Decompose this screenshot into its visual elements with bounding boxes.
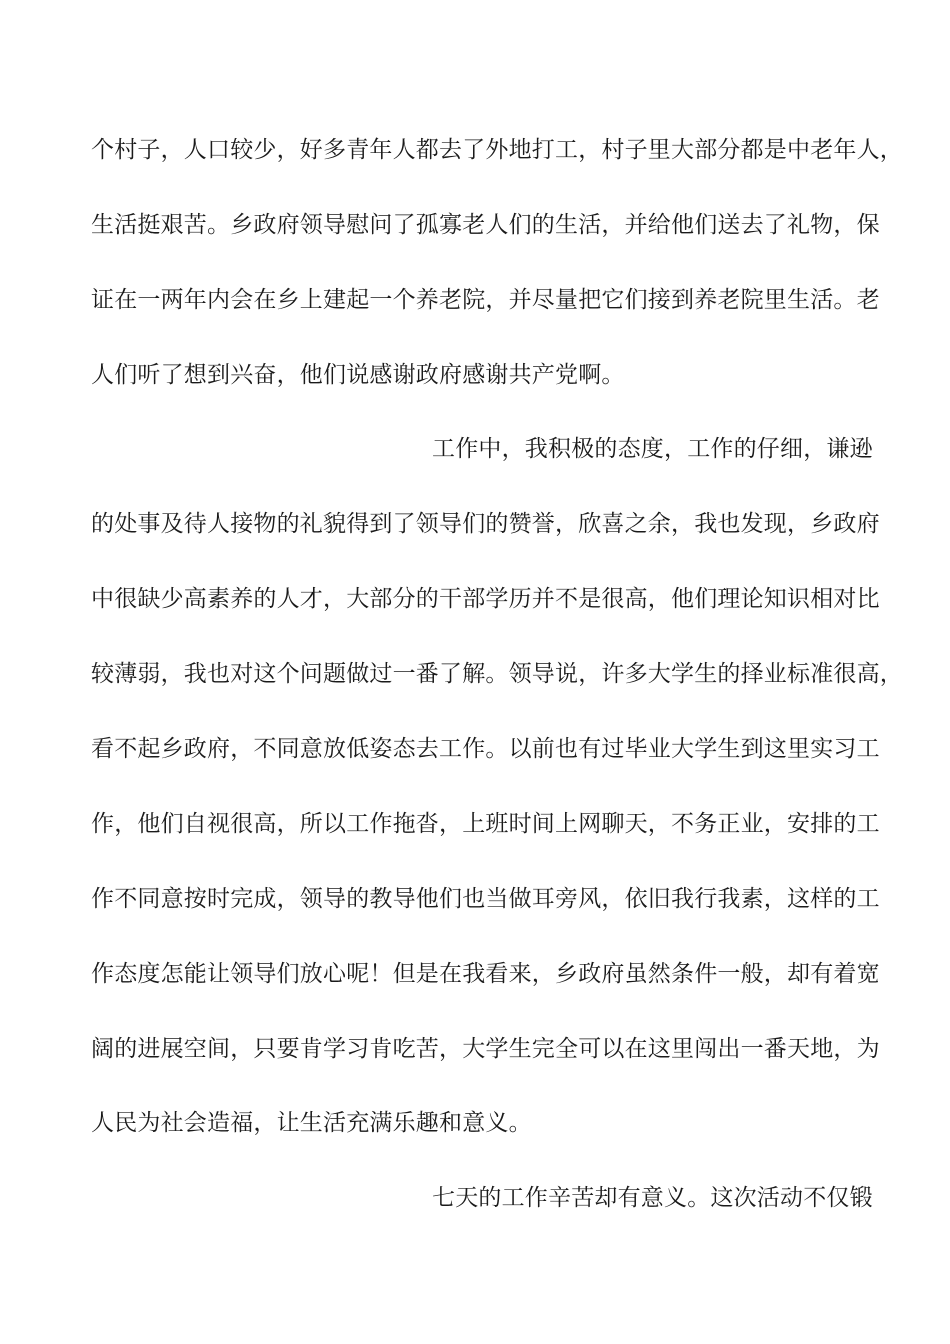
text-line: 作不同意按时完成，领导的教导他们也当做耳旁风，依旧我行我素，这样的工 <box>91 886 880 912</box>
text-line: 阔的进展空间，只要肯学习肯吃苦，大学生完全可以在这里闯出一番天地，为 <box>91 1036 880 1062</box>
paragraph-start-line: 工作中，我积极的态度，工作的仔细，谦逊 <box>432 436 873 462</box>
text-line: 看不起乡政府，不同意放低姿态去工作。以前也有过毕业大学生到这里实习工 <box>91 736 880 762</box>
text-line: 证在一两年内会在乡上建起一个养老院，并尽量把它们接到养老院里生活。老 <box>91 287 880 313</box>
text-line: 生活挺艰苦。乡政府领导慰问了孤寡老人们的生活，并给他们送去了礼物，保 <box>91 212 880 238</box>
paragraph-start-line: 七天的工作辛苦却有意义。这次活动不仅锻 <box>432 1185 873 1211</box>
text-line: 的处事及待人接物的礼貌得到了领导们的赞誉，欣喜之余，我也发现，乡政府 <box>91 511 880 537</box>
text-line: 个村子，人口较少，好多青年人都去了外地打工，村子里大部分都是中老年人， <box>91 137 903 163</box>
text-line: 中很缺少高素养的人才，大部分的干部学历并不是很高，他们理论知识相对比 <box>91 586 880 612</box>
text-line: 作态度怎能让领导们放心呢！但是在我看来，乡政府虽然条件一般，却有着宽 <box>91 961 880 987</box>
text-line: 作，他们自视很高，所以工作拖沓，上班时间上网聊天，不务正业，安排的工 <box>91 811 880 837</box>
text-line: 人民为社会造福，让生活充满乐趣和意义。 <box>91 1110 532 1136</box>
text-line: 人们听了想到兴奋，他们说感谢政府感谢共产党啊。 <box>91 362 625 388</box>
text-line: 较薄弱，我也对这个问题做过一番了解。领导说，许多大学生的择业标准很高， <box>91 661 903 687</box>
